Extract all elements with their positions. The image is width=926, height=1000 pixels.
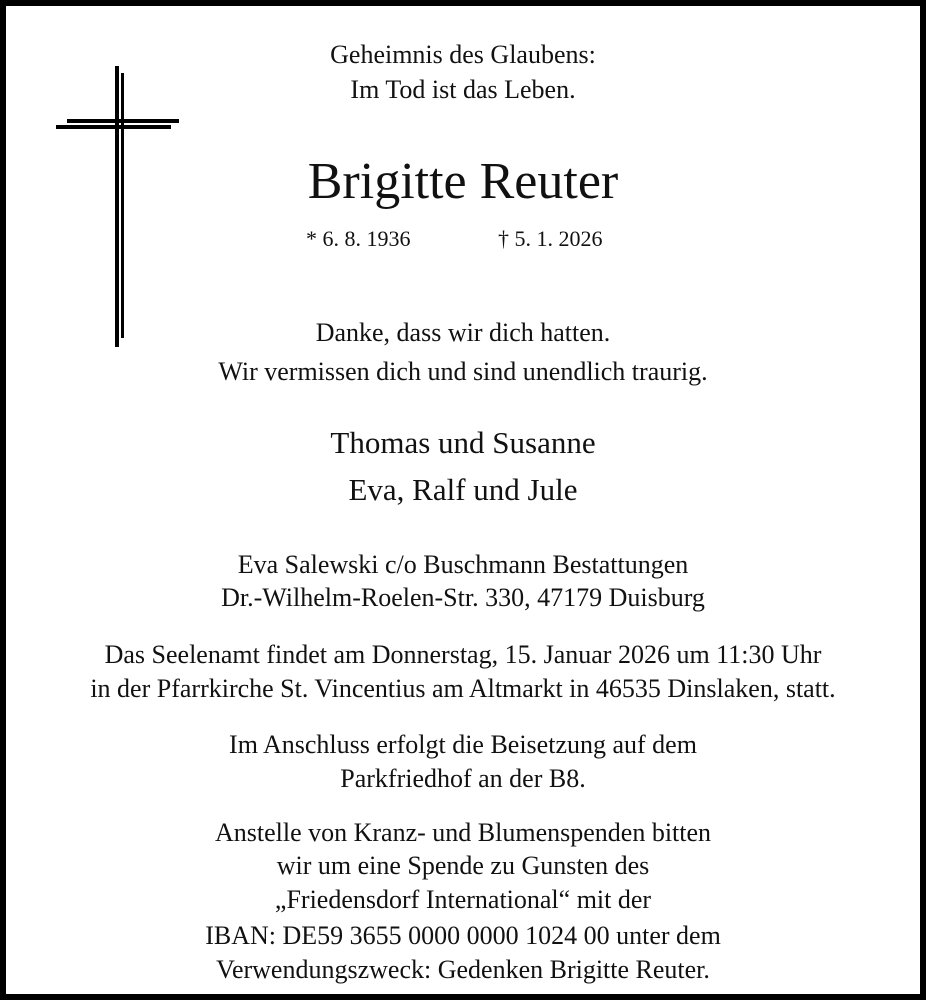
donation-line-2: wir um eine Spende zu Gunsten des [276, 851, 650, 880]
farewell-line-2: Wir vermissen dich und sind unendlich traurig. [218, 357, 708, 386]
donation-line-5: Verwendungszweck: Gedenken Brigitte Reuter. [216, 955, 710, 984]
donation-line-1: Anstelle von Kranz- und Blumenspenden bitten [214, 818, 712, 847]
motto-line-2: Im Tod ist das Leben. [350, 75, 576, 104]
donation-line-4: IBAN: DE59 3655 0000 0000 1024 00 unter dem [205, 921, 721, 950]
donation-line-3: „Friedensdorf International“ mit der [274, 885, 652, 914]
address-line-2: Dr.-Wilhelm-Roelen-Str. 330, 47179 Duisburg [221, 583, 705, 612]
burial-line-2: Parkfriedhof an der B8. [340, 764, 586, 793]
service-line-2: in der Pfarrkirche St. Vincentius am Altmarkt in 46535 Dinslaken, statt. [90, 674, 836, 703]
mourners-line-2: Eva, Ralf und Jule [348, 472, 578, 507]
motto-line-1: Geheimnis des Glaubens: [330, 40, 596, 69]
birth-date: * 6. 8. 1936 [306, 226, 411, 251]
deceased-name: Brigitte Reuter [307, 153, 619, 210]
address-line-1: Eva Salewski c/o Buschmann Bestattungen [237, 550, 689, 579]
farewell-line-1: Danke, dass wir dich hatten. [315, 318, 611, 347]
death-date: † 5. 1. 2026 [498, 226, 603, 251]
mourners-line-1: Thomas und Susanne [330, 425, 596, 460]
burial-line-1: Im Anschluss erfolgt die Beisetzung auf dem [229, 730, 697, 759]
service-line-1: Das Seelenamt findet am Donnerstag, 15. Januar 2026 um 11:30 Uhr [104, 640, 822, 669]
